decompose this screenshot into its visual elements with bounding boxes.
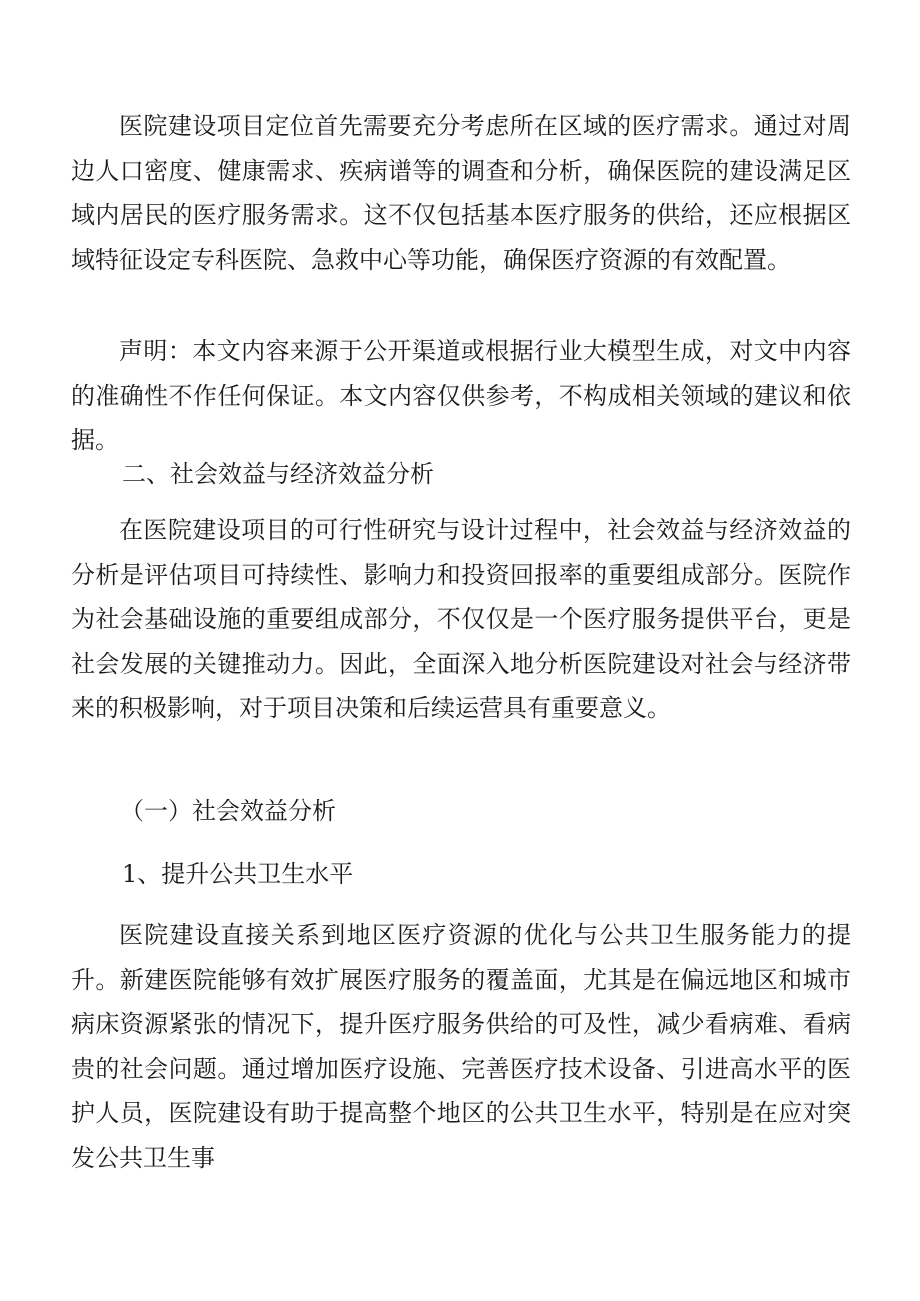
section-heading-benefit-analysis: 二、社会效益与经济效益分析 xyxy=(122,460,434,488)
subsection-heading-social-benefit: （一）社会效益分析 xyxy=(120,797,336,825)
paragraph-benefit-intro: 在医院建设项目的可行性研究与设计过程中，社会效益与经济效益的分析是评估项目可持续性、影响力和投资回报率的重要组成部分。医院作为社会基础设施的重要组成部分，不仅仅是一个医疗服务提供平台，更是社会发展的关键推动力。因此，全面深入地分析医院建设对社会与经济带来的积极影响，对于项目决策和后续运营具有重要意义。 xyxy=(71,516,851,722)
paragraph-public-health: 医院建设直接关系到地区医疗资源的优化与公共卫生服务能力的提升。新建医院能够有效扩展医疗服务的覆盖面，尤其是在偏远地区和城市病床资源紧张的情况下，提升医疗服务供给的可及性，减少看病难、看病贵的社会问题。通过增加医疗设施、完善医疗技术设备、引进高水平的医护人员，医院建设有助于提高整个地区的公共卫生水平，特别是在应对突发公共卫生事 xyxy=(71,921,851,1172)
item-heading-public-health: 1、提升公共卫生水平 xyxy=(122,860,354,888)
paragraph-disclaimer: 声明：本文内容来源于公开渠道或根据行业大模型生成，对文中内容的准确性不作任何保证。本文内容仅供参考，不构成相关领域的建议和依据。 xyxy=(71,337,851,454)
paragraph-project-positioning: 医院建设项目定位首先需要充分考虑所在区域的医疗需求。通过对周边人口密度、健康需求、疾病谱等的调查和分析，确保医院的建设满足区域内居民的医疗服务需求。这不仅包括基本医疗服务的供给，还应根据区域特征设定专科医院、急救中心等功能，确保医疗资源的有效配置。 xyxy=(71,112,851,274)
